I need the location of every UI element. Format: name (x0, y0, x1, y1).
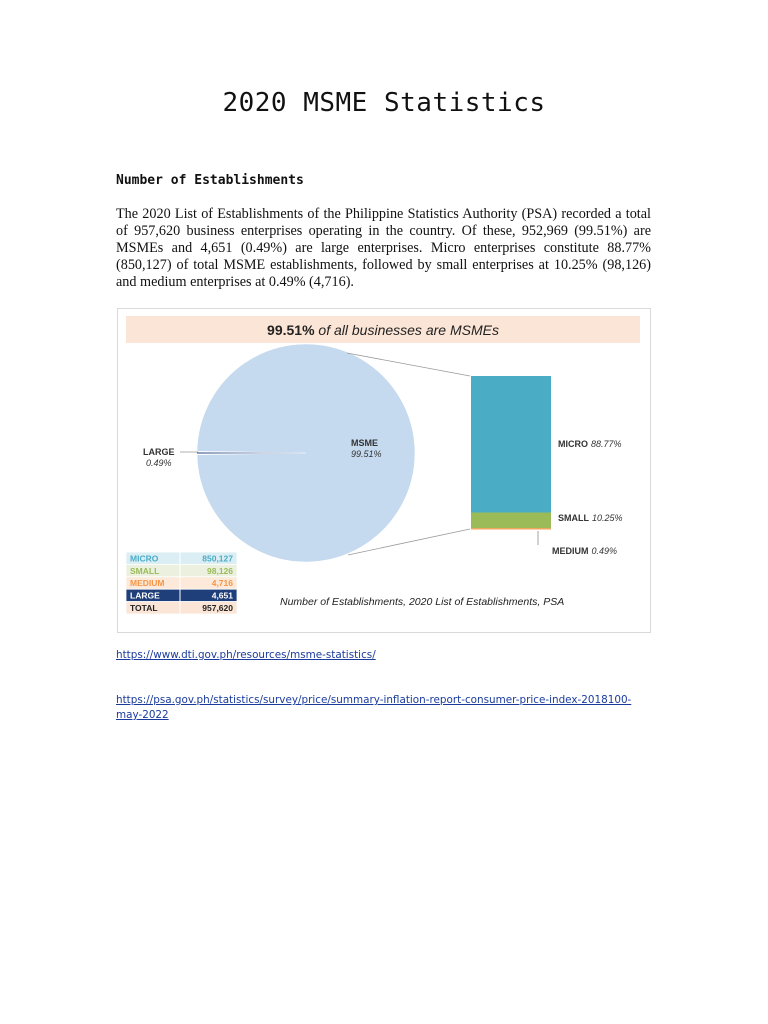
table-value-total: 957,620 (202, 603, 233, 613)
small-pct: 10.25% (592, 513, 623, 523)
table-label-total: TOTAL (130, 603, 158, 613)
body-paragraph: The 2020 List of Establishments of the Philippine Statistics Authority (PSA) recorded a total of 957,620 business enterprises operating in the country. Of these, 952,969 (99.51%) are MSMEs and 4,651 (0.49%) are large enterprises. Micro enterprises constitute 88.77% (850,127) of total MSME establishments, followed by small enterprises at 10.25% (98,126) and medium enterprises at 0.49% (4,716). (116, 206, 651, 290)
banner-text (267, 322, 499, 338)
bar-label-small (558, 513, 623, 523)
pie-pct-large: 0.49% (146, 458, 172, 468)
small-name: SMALL (558, 513, 589, 523)
table-label-small: SMALL (130, 565, 160, 576)
bar-label-medium (552, 546, 617, 556)
pie-pct-msme: 99.51% (351, 449, 382, 459)
pie-chart (197, 344, 415, 562)
table-label-large: LARGE (130, 590, 160, 601)
banner-rest: of all businesses are MSMEs (314, 322, 499, 338)
establishments-table (126, 552, 237, 614)
psa-source-link[interactable]: https://psa.gov.ph/statistics/survey/price/summary-inflation-report-consumer-price-index-2018100-may-2022 (116, 694, 632, 721)
table-value-small: 98,126 (207, 565, 233, 576)
micro-name: MICRO (558, 439, 588, 449)
table-value-medium: 4,716 (211, 578, 233, 589)
section-heading: Number of Establishments (116, 173, 304, 188)
breakdown-bar (471, 376, 551, 529)
figure-caption: Number of Establishments, 2020 List of Establishments, PSA (280, 596, 565, 608)
micro-pct: 88.77% (591, 439, 622, 449)
banner-bold: 99.51% (267, 322, 315, 338)
dti-source-link[interactable]: https://www.dti.gov.ph/resources/msme-statistics/ (116, 649, 376, 661)
bar-segment-small (471, 512, 551, 528)
pie-label-large: LARGE (143, 447, 175, 457)
page-title: 2020 MSME Statistics (222, 88, 546, 118)
bar-label-micro (558, 439, 622, 449)
pie-label-msme: MSME (351, 438, 378, 448)
bar-segment-micro (471, 376, 551, 512)
medium-name: MEDIUM (552, 546, 589, 556)
table-label-micro: MICRO (130, 553, 159, 564)
table-value-large: 4,651 (211, 590, 233, 601)
table-label-medium: MEDIUM (130, 578, 165, 589)
table-value-micro: 850,127 (202, 553, 233, 564)
infographic-svg (118, 309, 650, 632)
bar-segment-medium (471, 528, 551, 529)
medium-pct: 0.49% (591, 546, 618, 556)
msme-infographic (117, 308, 651, 633)
